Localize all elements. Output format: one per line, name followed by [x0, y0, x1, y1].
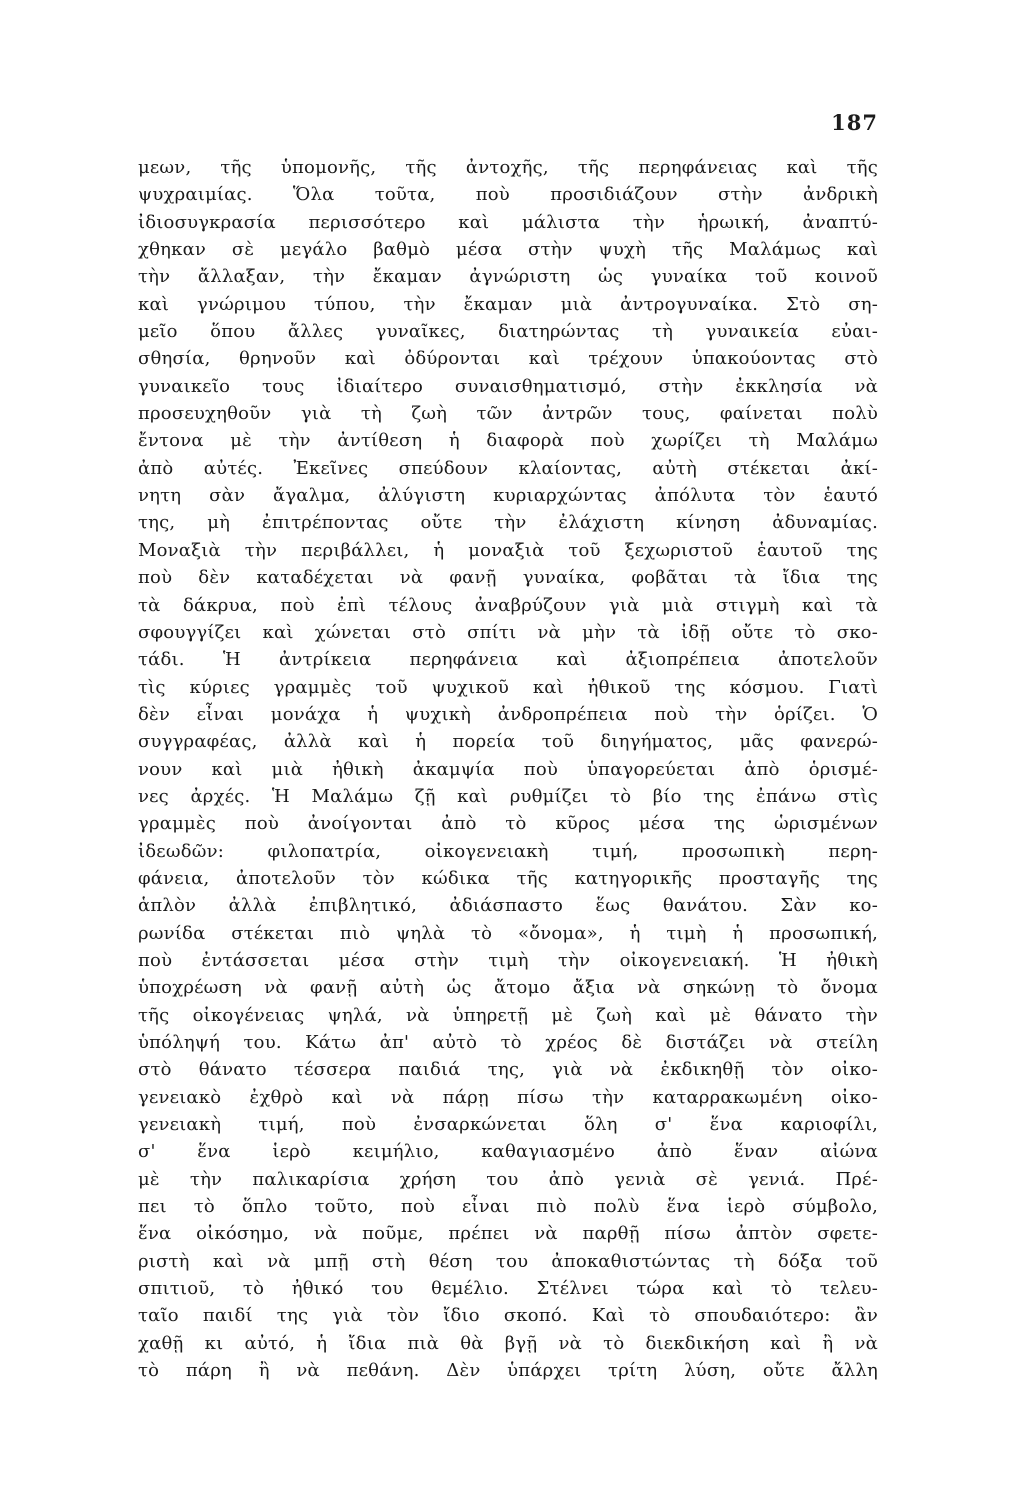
body-text — [138, 154, 878, 1384]
text-line: πει τὸ ὅπλο τοῦτο, ποὺ εἶναι πιὸ πολὺ ἕνα ἱερὸ σύμβολο, — [138, 1196, 878, 1218]
text-line: σθησία, θρηνοῦν καὶ ὀδύρονται καὶ τρέχουν ὑπακούοντας στὸ — [138, 348, 878, 370]
text-line: ὑπόληψή του. Κάτω ἀπ' αὐτὸ τὸ χρέος δὲ διστάζει νὰ στείλη — [138, 1032, 878, 1053]
text-line: τὰ δάκρυα, ποὺ ἐπὶ τέλους ἀναβρύζουν γιὰ μιὰ στιγμὴ καὶ τὰ — [138, 594, 878, 616]
text-line: ὑποχρέωση νὰ φανῇ αὐτὴ ὡς ἄτομο ἄξια νὰ σηκώνῃ τὸ ὄνομα — [138, 977, 878, 999]
text-line: ταῖο παιδί της γιὰ τὸν ἴδιο σκοπό. Καὶ τὸ σπουδαιότερο: ἂν — [138, 1305, 878, 1327]
text-line: γενειακὴ τιμή, ποὺ ἐνσαρκώνεται ὅλη σ' ἕνα καριοφίλι, — [138, 1114, 878, 1136]
text-line: ριστὴ καὶ νὰ μπῇ στὴ θέση του ἀποκαθιστώντας τὴ δόξα τοῦ — [138, 1250, 878, 1272]
page-number: 187 — [831, 110, 878, 135]
text-line: προσευχηθοῦν γιὰ τὴ ζωὴ τῶν ἀντρῶν τους, φαίνεται πολὺ — [138, 403, 878, 425]
text-line: καὶ γνώριμου τύπου, τὴν ἔκαμαν μιὰ ἀντρογυναίκα. Στὸ ση- — [138, 293, 878, 315]
text-line: τῆς οἰκογένειας ψηλά, νὰ ὑπηρετῇ μὲ ζωὴ καὶ μὲ θάνατο τὴν — [138, 1004, 878, 1026]
text-line: γενειακὸ ἐχθρὸ καὶ νὰ πάρῃ πίσω τὴν καταρρακωμένη οἰκο- — [138, 1086, 878, 1108]
text-line: τὶς κύριες γραμμὲς τοῦ ψυχικοῦ καὶ ἠθικοῦ της κόσμου. Γιατὶ — [138, 676, 878, 698]
text-line: νητη σὰν ἄγαλμα, ἀλύγιστη κυριαρχώντας ἀπόλυτα τὸν ἑαυτό — [138, 485, 878, 507]
text-line: δὲν εἶναι μονάχα ἡ ψυχικὴ ἀνδροπρέπεια ποὺ τὴν ὁρίζει. Ὁ — [138, 703, 878, 725]
text-line: ἀπὸ αὐτές. Ἐκεῖνες σπεύδουν κλαίοντας, αὐτὴ στέκεται ἀκί- — [138, 457, 878, 479]
text-line: γραμμὲς ποὺ ἀνοίγονται ἀπὸ τὸ κῦρος μέσα της ὡρισμένων — [138, 813, 878, 835]
text-line: στὸ θάνατο τέσσερα παιδιά της, γιὰ νὰ ἐκδικηθῇ τὸν οἰκο- — [138, 1059, 878, 1081]
text-line: σπιτιοῦ, τὸ ἠθικό του θεμέλιο. Στέλνει τώρα καὶ τὸ τελευ- — [138, 1278, 878, 1300]
text-line: μεῖο ὅπου ἄλλες γυναῖκες, διατηρώντας τὴ γυναικεία εὐαι- — [138, 321, 878, 343]
text-line: μεων, τῆς ὑπομονῆς, τῆς ἀντοχῆς, τῆς περηφάνειας καὶ τῆς — [138, 157, 878, 178]
text-line: μὲ τὴν παλικαρίσια χρήση του ἀπὸ γενιὰ σὲ γενιά. Πρέ- — [138, 1168, 878, 1190]
text-line: τάδι. Ἡ ἀντρίκεια περηφάνεια καὶ ἀξιοπρέπεια ἀποτελοῦν — [138, 649, 878, 671]
text-line: συγγραφέας, ἀλλὰ καὶ ἡ πορεία τοῦ διηγήματος, μᾶς φανερώ- — [138, 731, 878, 753]
text-line: Μοναξιὰ τὴν περιβάλλει, ἡ μοναξιὰ τοῦ ξεχωριστοῦ ἑαυτοῦ της — [138, 539, 878, 561]
text-line: ἰδιοσυγκρασία περισσότερο καὶ μάλιστα τὴν ἡρωική, ἀναπτύ- — [138, 211, 878, 233]
text-line: χαθῇ κι αὐτό, ἡ ἴδια πιὰ θὰ βγῇ νὰ τὸ διεκδικήση καὶ ἢ νὰ — [138, 1332, 878, 1354]
text-line: χθηκαν σὲ μεγάλο βαθμὸ μέσα στὴν ψυχὴ τῆς Μαλάμως καὶ — [138, 239, 878, 261]
text-line: γυναικεῖο τους ἰδιαίτερο συναισθηματισμό, στὴν ἐκκλησία νὰ — [138, 375, 878, 397]
text-line: ποὺ δὲν καταδέχεται νὰ φανῇ γυναίκα, φοβᾶται τὰ ἴδια της — [138, 567, 878, 589]
text-line: σφουγγίζει καὶ χώνεται στὸ σπίτι νὰ μὴν τὰ ἰδῇ οὔτε τὸ σκο- — [138, 621, 878, 643]
text-line: ἰδεωδῶν: φιλοπατρία, οἰκογενειακὴ τιμή, προσωπικὴ περη- — [138, 840, 878, 862]
text-line: της, μὴ ἐπιτρέποντας οὔτε τὴν ἐλάχιστη κίνηση ἀδυναμίας. — [138, 512, 878, 534]
text-line: ρωνίδα στέκεται πιὸ ψηλὰ τὸ «ὄνομα», ἡ τιμὴ ἡ προσωπική, — [138, 922, 878, 944]
text-line: νουν καὶ μιὰ ἠθικὴ ἀκαμψία ποὺ ὑπαγορεύεται ἀπὸ ὁρισμέ- — [138, 758, 878, 780]
text-line: φάνεια, ἀποτελοῦν τὸν κώδικα τῆς κατηγορικῆς προσταγῆς της — [138, 867, 878, 889]
text-line: ψυχραιμίας. Ὅλα τοῦτα, ποὺ προσιδιάζουν στὴν ἀνδρικὴ — [138, 184, 878, 206]
text-line: ἁπλὸν ἀλλὰ ἐπιβλητικό, ἀδιάσπαστο ἕως θανάτου. Σὰν κο- — [138, 895, 878, 917]
text-line: σ' ἕνα ἱερὸ κειμήλιο, καθαγιασμένο ἀπὸ ἕναν αἰώνα — [138, 1141, 878, 1163]
text-line: ἕνα οἰκόσημο, νὰ ποῦμε, πρέπει νὰ παρθῇ πίσω ἀπτὸν σφετε- — [138, 1223, 878, 1245]
text-line: ποὺ ἐντάσσεται μέσα στὴν τιμὴ τὴν οἰκογενειακή. Ἡ ἠθικὴ — [138, 949, 878, 971]
text-line: ἔντονα μὲ τὴν ἀντίθεση ἡ διαφορὰ ποὺ χωρίζει τὴ Μαλάμω — [138, 430, 878, 452]
text-line: τὸ πάρη ἢ νὰ πεθάνη. Δὲν ὑπάρχει τρίτη λύση, οὔτε ἄλλη — [138, 1360, 878, 1382]
text-line: τὴν ἄλλαξαν, τὴν ἔκαμαν ἀγνώριστη ὡς γυναίκα τοῦ κοινοῦ — [138, 266, 878, 288]
text-line: νες ἀρχές. Ἡ Μαλάμω ζῇ καὶ ρυθμίζει τὸ βίο της ἐπάνω στὶς — [138, 785, 878, 807]
